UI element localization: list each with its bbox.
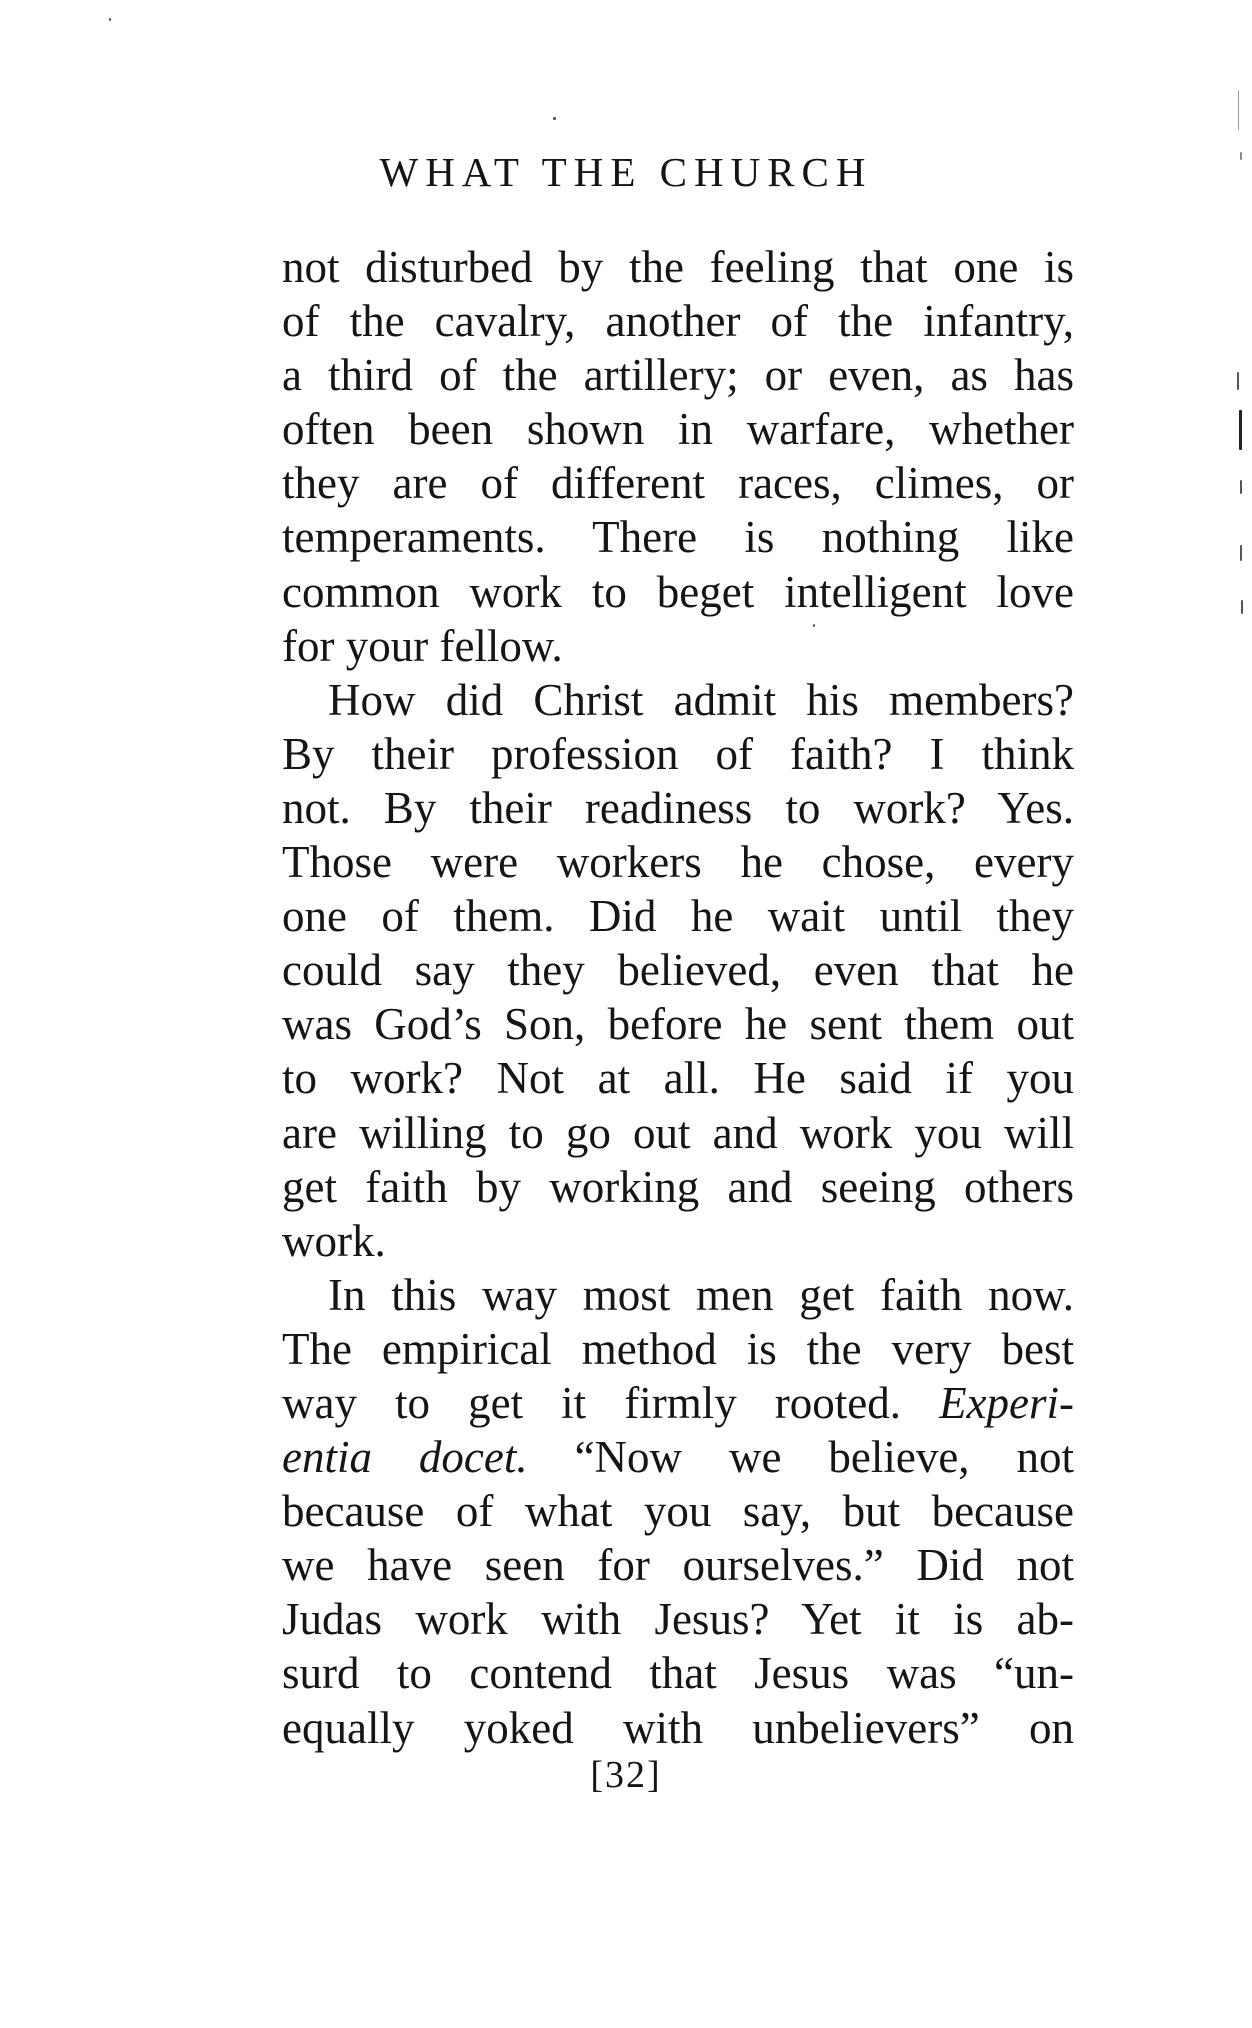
text-segment: way to get it firmly rooted.	[282, 1377, 940, 1428]
text-line: surd to contend that Jesus was “un-	[282, 1648, 1074, 1699]
text-line: one of them. Did he wait until they	[282, 891, 1074, 942]
italic-phrase: Experi-	[939, 1377, 1074, 1428]
scan-speck	[109, 18, 111, 21]
text-line: The empirical method is the very best	[282, 1323, 1074, 1374]
text-line	[282, 1430, 1074, 1484]
scan-speck	[1237, 372, 1239, 390]
italic-phrase: entia docet.	[282, 1432, 528, 1483]
scan-speck	[553, 117, 556, 120]
text-line: temperaments. There is nothing like	[282, 512, 1074, 563]
text-line: because of what you say, but because	[282, 1486, 1074, 1537]
text-line: of the cavalry, another of the infantry,	[282, 296, 1074, 347]
running-head: WHAT THE CHURCH	[379, 149, 873, 195]
scan-speck	[1240, 480, 1242, 494]
text-line: a third of the artillery; or even, as has	[282, 350, 1074, 401]
text-line: Those were workers he chose, every	[282, 837, 1074, 888]
scan-speck	[1240, 545, 1242, 561]
text-line: often been shown in warfare, whether	[282, 404, 1074, 455]
text-line: In this way most men get faith now.	[328, 1269, 1074, 1320]
scan-speck	[1239, 410, 1242, 450]
scan-speck	[1241, 600, 1243, 614]
text-line: get faith by working and seeing others	[282, 1161, 1074, 1212]
page-number: [32]	[590, 1754, 662, 1796]
text-line: for your fellow.	[282, 620, 563, 671]
text-line: they are of different races, climes, or	[282, 458, 1074, 509]
text-line: work.	[282, 1215, 386, 1266]
text-line: we have seen for ourselves.” Did not	[282, 1540, 1074, 1591]
text-line: could say they believed, even that he	[282, 945, 1074, 996]
text-segment: “Now we believe, not	[527, 1432, 1074, 1483]
text-line: Judas work with Jesus? Yet it is ab-	[282, 1594, 1074, 1645]
scan-speck	[1238, 90, 1239, 130]
text-line: are willing to go out and work you will	[282, 1107, 1074, 1158]
body-text	[282, 240, 1074, 1755]
text-line: By their profession of faith? I think	[282, 728, 1074, 779]
scan-speck	[813, 624, 815, 627]
text-line: common work to beget intelligent love	[282, 566, 1074, 617]
scan-speck	[1240, 152, 1242, 160]
text-line: not disturbed by the feeling that one is	[282, 242, 1074, 292]
text-line: was God’s Son, before he sent them out	[282, 999, 1074, 1050]
text-line: not. By their readiness to work? Yes.	[282, 782, 1074, 833]
text-line: equally yoked with unbelievers” on	[282, 1702, 1074, 1753]
text-line	[282, 1376, 1074, 1430]
text-line: to work? Not at all. He said if you	[282, 1053, 1074, 1104]
text-line: How did Christ admit his members?	[328, 674, 1074, 725]
